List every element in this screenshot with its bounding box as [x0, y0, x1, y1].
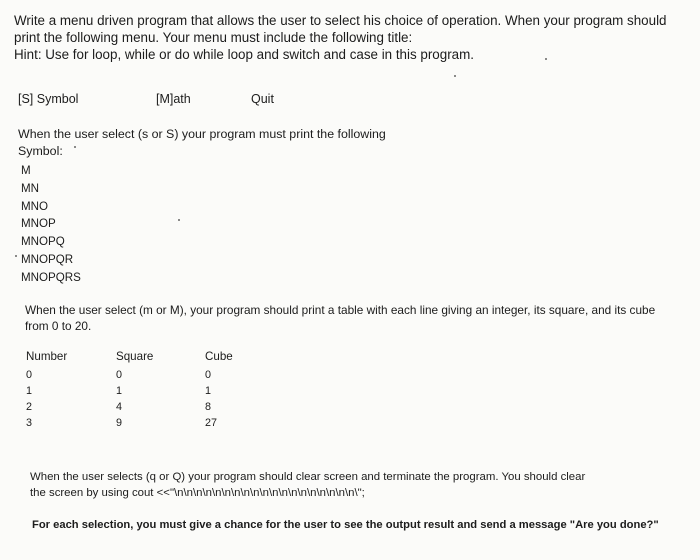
scan-speck	[74, 146, 76, 148]
scan-speck	[15, 255, 17, 257]
scan-speck	[178, 219, 180, 221]
menu-item-math: [M]ath	[156, 92, 191, 106]
intro-line-1: Write a menu driven program that allows the user to select his choice of operation. When your program should	[14, 13, 667, 28]
quit-instructions	[30, 470, 670, 501]
triangle-row: MNOPQRS	[21, 270, 81, 284]
symbol-triangle	[21, 162, 81, 287]
table-cell: 2	[26, 401, 33, 413]
table-cell: 4	[116, 401, 123, 413]
table-cell: 3	[26, 417, 33, 429]
table-header-square: Square	[116, 350, 154, 363]
triangle-row: MNOP	[21, 217, 56, 231]
intro-paragraph	[14, 12, 684, 63]
quit-line-1: When the user selects (q or Q) your program should clear screen and terminate the program. You should clear	[30, 471, 586, 483]
table-cell: 1	[116, 385, 123, 397]
table-cell: 0	[116, 369, 123, 381]
table-column-cube	[205, 350, 233, 431]
table-cell: 27	[205, 417, 218, 429]
triangle-row: MNO	[21, 199, 49, 213]
intro-line-3: Hint: Use for loop, while or do while loop and switch and case in this program.	[14, 47, 474, 62]
scan-speck	[545, 58, 547, 60]
table-column-square	[116, 350, 153, 431]
table-cell: 0	[26, 369, 33, 381]
math-instructions: When the user select (m or M), your program should print a table with each line giving an integer, its square, and its cube from 0 to 20.	[25, 303, 656, 333]
symbol-instruction-line: When the user select (s or S) your program must print the following	[18, 127, 386, 141]
quit-line-2: the screen by using cout <<"\n\n\n\n\n\n\n\n\n\n\n\n\n\n\n\n\n\n\n\";	[30, 486, 365, 499]
menu-item-quit: Quit	[251, 92, 274, 106]
table-cell: 0	[205, 369, 212, 381]
intro-line-2: print the following menu. Your menu must include the following title:	[14, 30, 413, 45]
table-header-number: Number	[26, 350, 68, 363]
table-cell: 9	[116, 417, 123, 429]
table-column-number	[26, 350, 67, 431]
scan-speck	[454, 75, 456, 77]
triangle-row: M	[21, 164, 31, 177]
triangle-row: MNOPQR	[21, 252, 74, 266]
table-cell: 8	[205, 401, 212, 413]
triangle-row: MN	[21, 181, 40, 195]
menu-item-symbol: [S] Symbol	[18, 92, 79, 106]
table-cell: 1	[205, 385, 212, 397]
table-cell: 1	[26, 385, 33, 397]
table-header-cube: Cube	[205, 350, 233, 363]
symbol-instructions	[18, 126, 386, 159]
triangle-row: MNOPQ	[21, 235, 65, 249]
each-selection-instructions: For each selection, you must give a chance for the user to see the output result and send a message "Are you done?"	[32, 519, 659, 531]
symbol-label: Symbol:	[18, 143, 63, 158]
